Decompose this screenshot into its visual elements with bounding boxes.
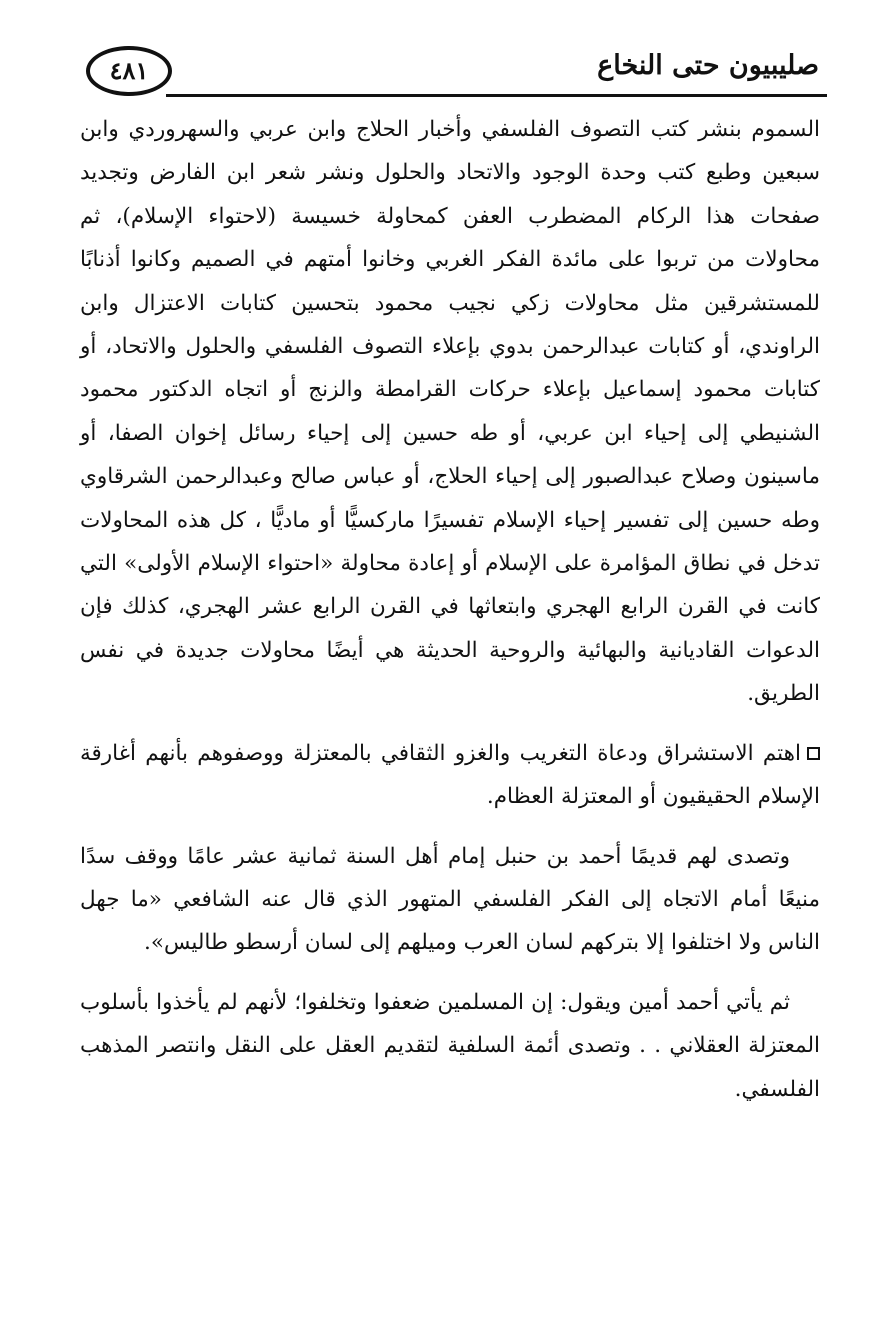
paragraph-3: وتصدى لهم قديمًا أحمد بن حنبل إمام أهل السنة ثمانية عشر عامًا ووقف سدًا منيعًا أمام الاتجاه إلى الفكر الفلسفي المتهور الذي قال عنه الشافعي «ما جهل الناس ولا اختلفوا إلا بتركهم لسان العرب وميلهم إلى لسان أرسطو طاليس». [80, 843, 820, 956]
paragraph-2 [80, 732, 820, 819]
header-rule [166, 94, 827, 97]
paragraph-2-text: اهتم الاستشراق ودعاة التغريب والغزو الثقافي بالمعتزلة ووصفوهم بأنهم أغارقة الإسلام الحقيقيون أو المعتزلة العظام. [80, 740, 820, 810]
running-title: صليبيون حتى النخاع [597, 50, 819, 81]
paragraph-4: ثم يأتي أحمد أمين ويقول: إن المسلمين ضعفوا وتخلفوا؛ لأنهم لم يأخذوا بأسلوب المعتزلة العقلاني . . وتصدى أئمة السلفية لتقديم العقل على النقل وانتصر المذهب الفلسفي. [80, 989, 820, 1102]
page-header [82, 40, 827, 102]
page-number-badge: ٤٨١ [86, 46, 172, 96]
paragraph-1: السموم بنشر كتب التصوف الفلسفي وأخبار الحلاج وابن عربي والسهروردي وابن سبعين وطبع كتب وحدة الوجود والاتحاد والحلول ونشر شعر ابن الفارض وتجديد صفحات هذا الركام المضطرب العفن كمحاولة خسيسة (لاحتواء الإسلام)، ثم محاولات من تربوا على مائدة الفكر الغربي وخانوا أمتهم في الصميم وكانوا أذنابًا للمستشرقين مثل محاولات زكي نجيب محمود بتحسين كتابات الاعتزال وابن الراوندي، أو كتابات عبدالرحمن بدوي بإعلاء التصوف الفلسفي والحلول والاتحاد، أو كتابات محمود إسماعيل بإعلاء حركات القرامطة والزنج أو اتجاه الدكتور محمود الشنيطي إلى إحياء ابن عربي، أو طه حسين إلى إحياء رسائل إخوان الصفا، أو ماسينون وصلاح عبدالصبور إلى إحياء الحلاج، أو عباس صالح وعبدالرحمن الشرقاوي وطه حسين إلى تفسير إحياء الإسلام تفسيرًا ماركسيًّا أو ماديًّا ، كل هذه المحاولات تدخل في نطاق المؤامرة على الإسلام أو إعادة محاولة «احتواء الإسلام الأولى» التي كانت في القرن الرابع الهجري وابتعاثها في القرن الرابع عشر الهجري، كذلك فإن الدعوات القاديانية والبهائية والروحية الحديثة هي أيضًا محاولات جديدة في نفس الطريق. [80, 117, 820, 707]
square-bullet-icon [807, 747, 820, 760]
main-text [80, 108, 820, 1111]
